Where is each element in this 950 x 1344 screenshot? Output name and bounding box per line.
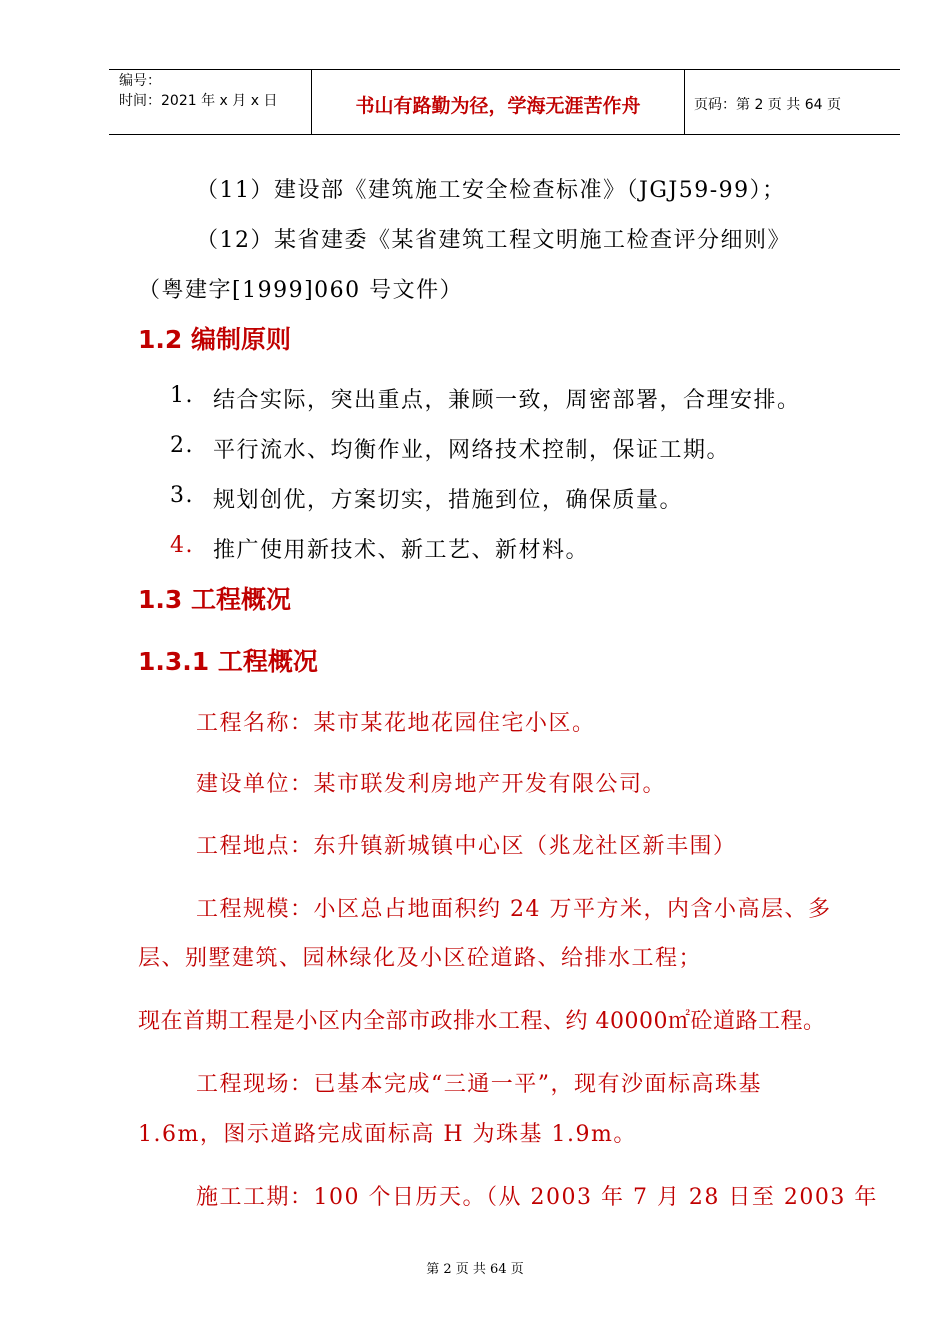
site-line-2: 1.6m，图示道路完成面标高 H 为珠基 1.9m。 (138, 1122, 637, 1147)
section-heading-1-3: 1.3 工程概况 (138, 585, 291, 614)
reference-item-12-continuation: （粤建字[1999]060 号文件） (138, 278, 464, 303)
document-number-label: 编号： (119, 73, 161, 89)
header-divider-right (684, 69, 685, 135)
scale-line-1: 工程规模：小区总占地面积约 24 万平方米，内含小高层、多 (196, 897, 832, 922)
principle-text-2: 平行流水、均衡作业，网络技术控制，保证工期。 (213, 438, 731, 463)
location-line: 工程地点：东升镇新城镇中心区（兆龙社区新丰围） (196, 834, 737, 859)
scale-line-2: 层、别墅建筑、园林绿化及小区砼道路、给排水工程； (138, 946, 703, 971)
principle-number-2: 2. (170, 433, 194, 458)
header-motto: 书山有路勤为径，学海无涯苦作舟 (355, 95, 641, 117)
principle-number-4: 4. (170, 533, 194, 558)
project-name-line: 工程名称：某市某花地花园住宅小区。 (196, 711, 596, 736)
header-top-border (109, 69, 900, 70)
header-page-info: 页码：第 2 页 共 64 页 (694, 97, 841, 113)
site-line-1: 工程现场：已基本完成“三通一平”，现有沙面标高珠基 (196, 1072, 762, 1097)
section-heading-1-2: 1.2 编制原则 (138, 325, 291, 354)
section-heading-1-3-1: 1.3.1 工程概况 (138, 647, 318, 676)
reference-item-12: （12）某省建委《某省建筑工程文明施工检查评分细则》 (196, 228, 791, 253)
principle-number-3: 3. (170, 483, 194, 508)
principle-text-4: 推广使用新技术、新工艺、新材料。 (213, 538, 590, 563)
reference-item-11: （11）建设部《建筑施工安全检查标准》（JGJ59-99）； (196, 178, 786, 203)
principle-number-1: 1. (170, 383, 194, 408)
builder-line: 建设单位：某市联发利房地产开发有限公司。 (196, 772, 667, 797)
header-bottom-border (109, 134, 900, 135)
phase-one-line: 现在首期工程是小区内全部市政排水工程、约 40000㎡砼道路工程。 (138, 1009, 826, 1034)
period-line: 施工工期：100 个日历天。（从 2003 年 7 月 28 日至 2003 年 (196, 1185, 878, 1210)
principle-text-1: 结合实际，突出重点，兼顾一致，周密部署，合理安排。 (213, 388, 801, 413)
page-footer: 第 2 页 共 64 页 (426, 1262, 524, 1277)
principle-text-3: 规划创优，方案切实，措施到位，确保质量。 (213, 488, 684, 513)
document-date-label: 时间：2021 年 x 月 x 日 (119, 93, 278, 109)
